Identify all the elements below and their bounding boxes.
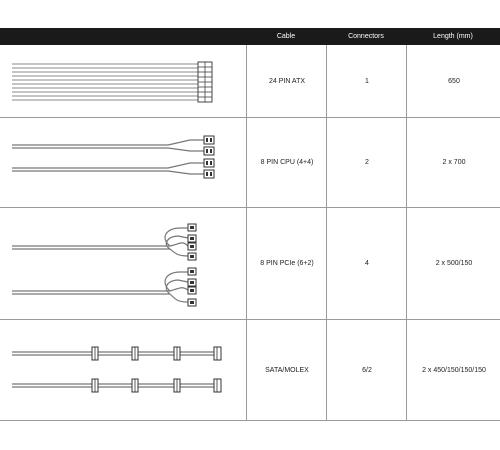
- cell-connectors: 4: [326, 208, 407, 319]
- table-header: [0, 28, 500, 45]
- cell-cable: SATA/MOLEX: [246, 320, 327, 420]
- cell-cable: 8 PIN PCIe (6+2): [246, 208, 327, 319]
- cell-length: 2 x 450/150/150/150: [406, 320, 500, 420]
- header-cable: Cable: [276, 33, 296, 40]
- cell-cable: 8 PIN CPU (4+4): [246, 118, 327, 207]
- table-row: [0, 45, 500, 118]
- cell-cable: 24 PIN ATX: [246, 45, 327, 117]
- header-connectors: Connectors: [348, 33, 384, 40]
- cell-length: 2 x 700: [406, 118, 500, 207]
- cable-8pin-pcie-illustration: [0, 208, 246, 319]
- table-row: [0, 208, 500, 320]
- cell-connectors: 1: [326, 45, 407, 117]
- header-length: Length (mm): [433, 33, 473, 40]
- cell-length: 2 x 500/150: [406, 208, 500, 319]
- table-row: [0, 118, 500, 208]
- cell-connectors: 2: [326, 118, 407, 207]
- cable-sata-molex-illustration: [0, 320, 246, 420]
- cell-length: 650: [406, 45, 500, 117]
- cable-8pin-cpu-illustration: [0, 118, 246, 207]
- table-row: [0, 320, 500, 421]
- cable-24pin-atx-illustration: [0, 45, 246, 117]
- cell-connectors: 6/2: [326, 320, 407, 420]
